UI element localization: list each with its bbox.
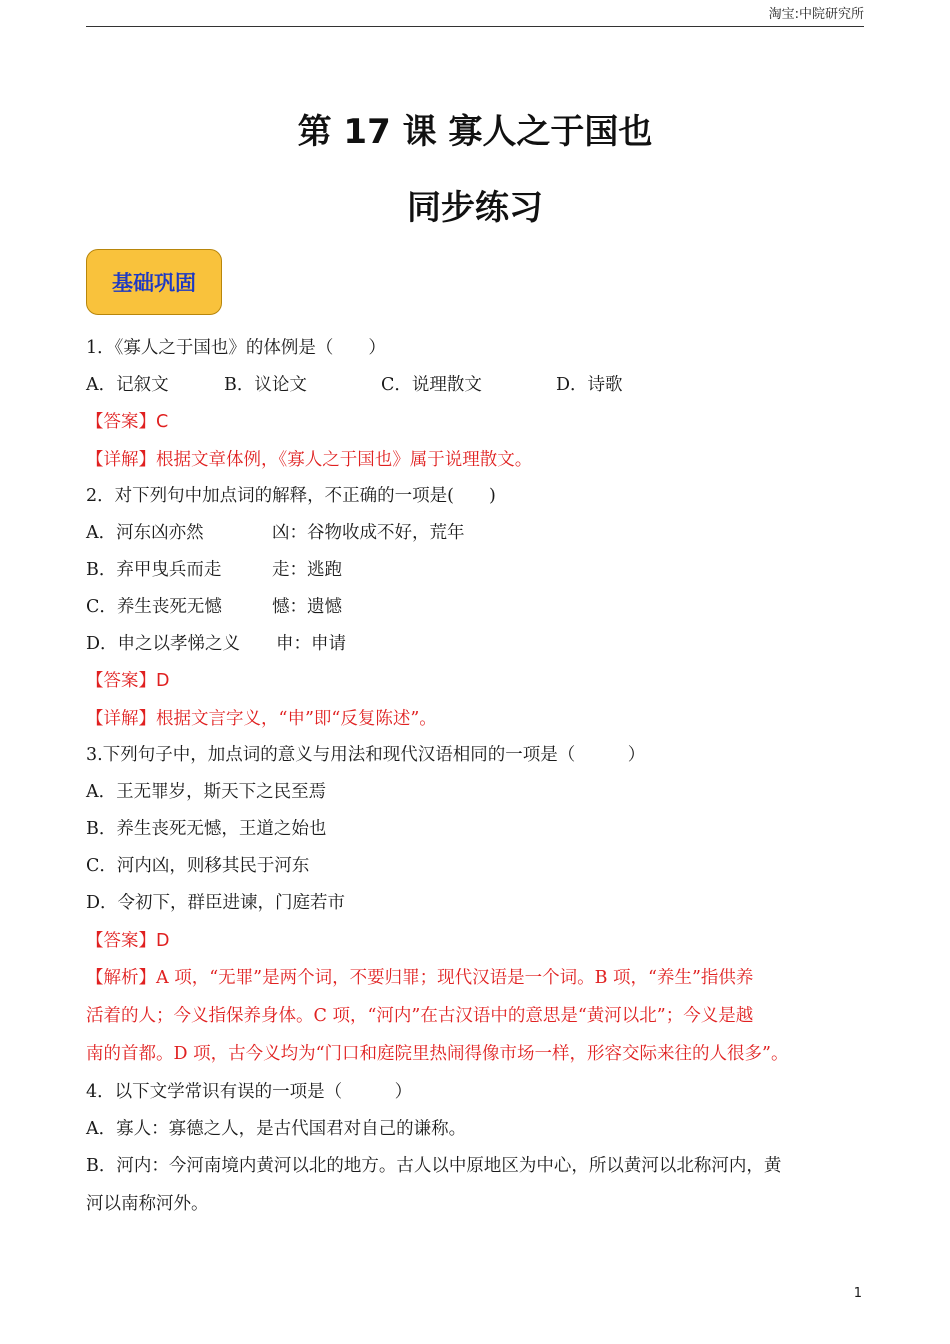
q3-answer-tag: 【答案】 bbox=[86, 931, 156, 951]
q2-answer bbox=[86, 669, 866, 693]
page-subtitle: 同步练习 bbox=[407, 188, 543, 228]
q3-analysis-line-1: A 项，“无罪”是两个词，不要归罪；现代汉语是一个词。B 项，“养生”指供养 bbox=[156, 968, 754, 988]
section-label: 基础巩固 bbox=[112, 271, 196, 295]
q3-answer-value: D bbox=[156, 931, 170, 951]
q2-option-b-gloss: 走：逃跑 bbox=[272, 560, 342, 580]
q2-stem: 2．对下列句中加点词的解释，不正确的一项是( ) bbox=[86, 486, 496, 506]
q3-analysis-tag: 【解析】 bbox=[86, 968, 156, 988]
q2-answer-value: D bbox=[156, 671, 170, 691]
q3-option-a: A．王无罪岁，斯天下之民至焉 bbox=[86, 782, 327, 802]
page-header bbox=[86, 6, 864, 27]
q1-detail-text: 根据文章体例，《寡人之于国也》属于说理散文。 bbox=[156, 450, 533, 470]
q1-answer-tag: 【答案】 bbox=[86, 412, 156, 432]
q1-option-c: C．说理散文 bbox=[381, 375, 482, 395]
page-number: 1 bbox=[853, 1286, 862, 1301]
q1-detail-tag: 【详解】 bbox=[86, 450, 156, 470]
q2-option-d-text: D．申之以孝悌之义 bbox=[86, 634, 241, 654]
q4-option-b-line-2: 河以南称河外。 bbox=[86, 1194, 209, 1214]
q4-stem: 4．以下文学常识有误的一项是（ ） bbox=[86, 1082, 413, 1102]
section-badge bbox=[86, 249, 222, 315]
q1-detail bbox=[86, 448, 866, 472]
q1-answer-value: C bbox=[156, 412, 169, 432]
q3-analysis-line-2: 活着的人；今义指保养身体。C 项，“河内”在古汉语中的意思是“黄河以北”；今义是越 bbox=[86, 1006, 754, 1026]
q3-stem: 3.下列句子中，加点词的意义与用法和现代汉语相同的一项是（ ） bbox=[86, 745, 646, 765]
q3-answer bbox=[86, 929, 866, 953]
q2-detail-tag: 【详解】 bbox=[86, 709, 156, 729]
q3-option-b: B．养生丧死无憾，王道之始也 bbox=[86, 819, 327, 839]
q1-option-b: B．议论文 bbox=[224, 375, 307, 395]
q3-analysis-line-3: 南的首都。D 项，古今义均为“门口和庭院里热闹得像市场一样，形容交际来往的人很多”。 bbox=[86, 1044, 789, 1064]
q3-analysis bbox=[86, 966, 866, 990]
q1-option-a: A．记叙文 bbox=[86, 375, 169, 395]
q2-detail bbox=[86, 707, 866, 731]
q3-option-c: C．河内凶，则移其民于河东 bbox=[86, 856, 310, 876]
q2-option-a-text: A．河东凶亦然 bbox=[86, 523, 204, 543]
q2-detail-text: 根据文言字义，“申”即“反复陈述”。 bbox=[156, 709, 437, 729]
page-title: 第 17 课 寡人之于国也 bbox=[297, 112, 653, 152]
q1-option-d: D．诗歌 bbox=[556, 375, 623, 395]
header-source: 淘宝:中院研究所 bbox=[768, 7, 864, 22]
q4-option-a: A．寡人：寡德之人，是古代国君对自己的谦称。 bbox=[86, 1119, 467, 1139]
q2-option-b-text: B．弃甲曳兵而走 bbox=[86, 560, 222, 580]
q2-option-c-gloss: 憾：遗憾 bbox=[272, 597, 342, 617]
q2-option-c-text: C．养生丧死无憾 bbox=[86, 597, 222, 617]
q1-answer bbox=[86, 410, 866, 434]
q1-stem: 1．《寡人之于国也》的体例是（ ） bbox=[86, 338, 386, 358]
q2-answer-tag: 【答案】 bbox=[86, 671, 156, 691]
q2-option-a-gloss: 凶：谷物收成不好，荒年 bbox=[272, 523, 465, 543]
q3-option-d: D．令初下，群臣进谏，门庭若市 bbox=[86, 893, 346, 913]
q2-option-d-gloss: 申：申请 bbox=[276, 634, 346, 654]
q4-option-b-line-1: B．河内：今河南境内黄河以北的地方。古人以中原地区为中心，所以黄河以北称河内，黄 bbox=[86, 1156, 782, 1176]
